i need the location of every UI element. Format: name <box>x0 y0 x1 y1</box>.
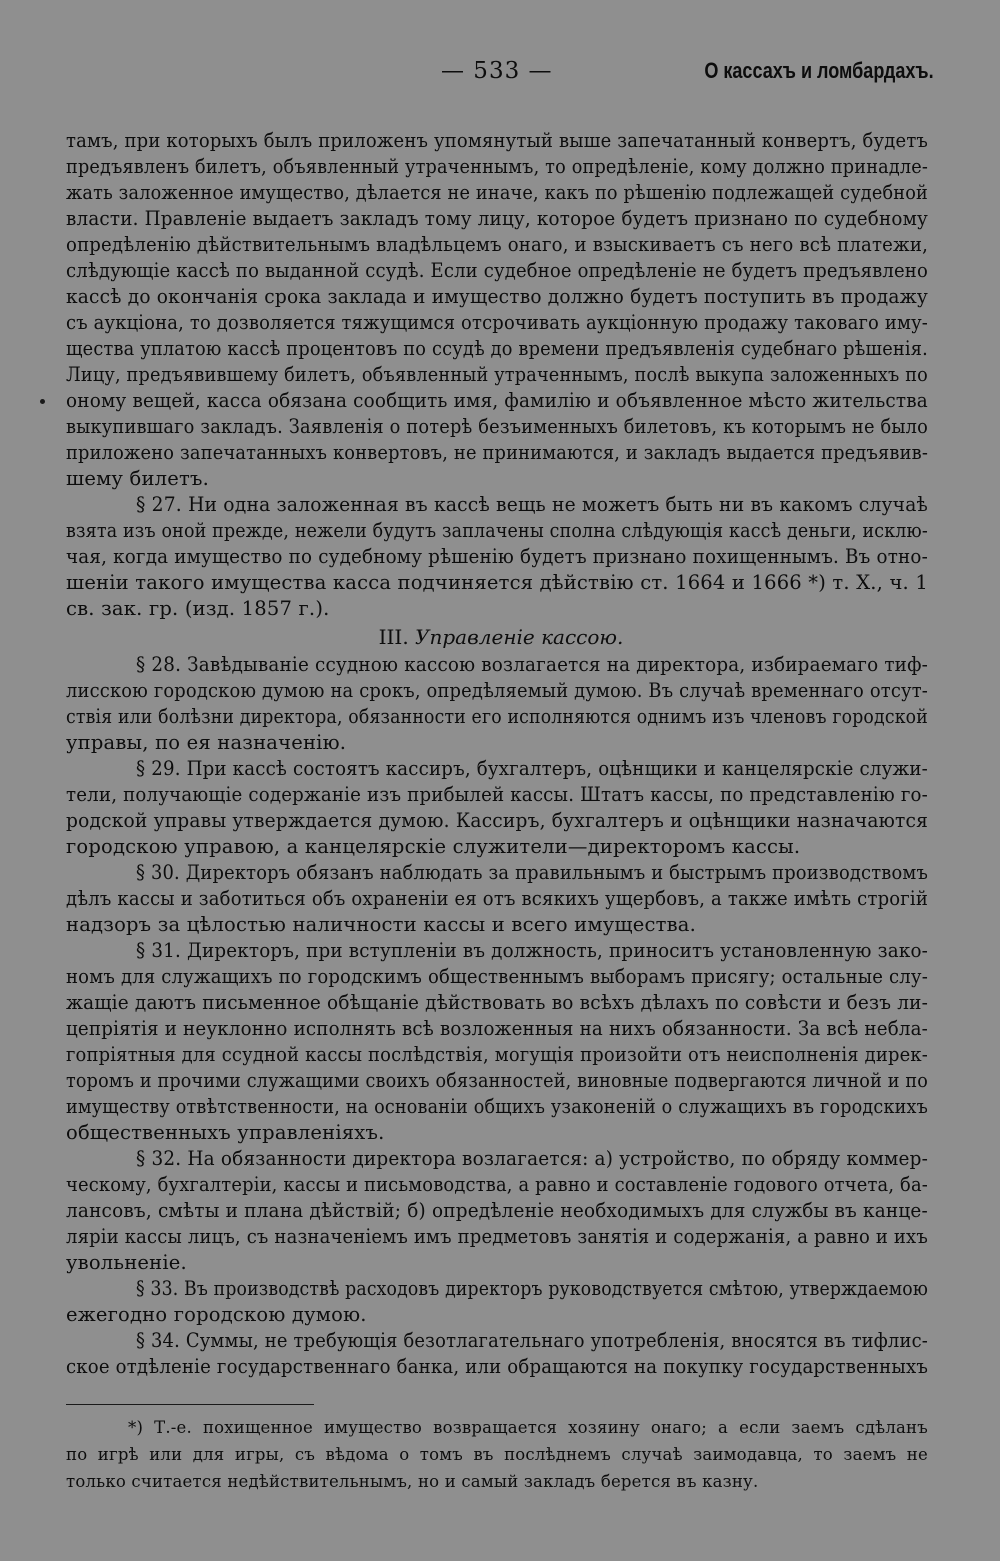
text-line: гопріятныя для ссудной кассы послѣдствія, могущія произойти отъ неисполненія дирек- <box>66 1043 928 1066</box>
section-title: Управленіе кассою. <box>415 625 624 649</box>
text-line: опредѣленію дѣйствительнымъ владѣльцемъ онаго, и взыскиваетъ съ него всѣ платежи, <box>66 233 929 256</box>
text-line: тамъ, при которыхъ былъ приложенъ упомянутый выше запечатанный конвертъ, будетъ <box>66 129 929 152</box>
text-line: § 28. Завѣдываніе ссудною кассою возлагается на директора, избираемаго тиф- <box>136 653 929 676</box>
text-line: жащіе даютъ письменное обѣщаніе дѣйствовать во всѣхъ дѣлахъ по совѣсти и безъ ли- <box>66 991 929 1014</box>
text-line: § 32. На обязанности директора возлагается: а) устройство, по обряду коммер- <box>136 1147 929 1170</box>
text-line: ляріи кассы лицъ, съ назначеніемъ имъ предметовъ занятія и содержанія, а равно и ихъ <box>66 1225 928 1248</box>
text-line: чая, когда имущество по судебному рѣшенію будетъ признано похищеннымъ. Въ отно- <box>66 545 928 568</box>
footnote-line: только считается недѣйствительнымъ, но и самый закладъ берется въ казну. <box>66 1472 759 1491</box>
text-line: шему билетъ. <box>66 467 209 490</box>
text-line: управы, по ея назначенію. <box>66 731 347 754</box>
text-line: дѣлъ кассы и заботиться объ охраненіи ея отъ всякихъ ущербовъ, а также имѣть строгій <box>66 887 929 910</box>
text-line: номъ для служащихъ по городскимъ общественнымъ выборамъ присягу; остальные слу- <box>66 965 928 988</box>
footnotes <box>66 1414 928 1495</box>
text-line: ское отдѣленіе государственнаго банка, или обращаются на покупку государственныхъ <box>66 1355 929 1378</box>
text-block-1 <box>66 128 928 622</box>
footnote-line: по игрѣ или для игры, съ вѣдома о томъ въ послѣднемъ случаѣ заимодавца, то заемъ не <box>66 1445 928 1464</box>
text-line: жать заложенное имущество, дѣлается не иначе, какъ по рѣшенію подлежащей судебной <box>66 181 928 204</box>
text-line: § 34. Суммы, не требующія безотлагательнаго употребленія, вносятся въ тифлис- <box>136 1329 929 1352</box>
text-line: общественныхъ управленіяхъ. <box>66 1121 385 1144</box>
running-title: О кассахъ и ломбардахъ. <box>704 58 934 83</box>
text-line: имуществу отвѣтственности, на основаніи общихъ узаконеній о служащихъ въ городскихъ <box>66 1095 929 1118</box>
text-line: власти. Правленіе выдаетъ закладъ тому лицу, которое будетъ признано по судебному <box>66 207 929 230</box>
text-line: шеніи такого имущества касса подчиняется дѣйствію ст. 1664 и 1666 *) т. X., ч. 1 <box>66 571 928 594</box>
body-text <box>66 128 928 1380</box>
text-line: увольненіе. <box>66 1251 187 1274</box>
text-line: лисскою городскою думою на срокъ, опредѣляемый думою. Въ случаѣ временнаго отсут- <box>66 679 928 702</box>
text-line: ческому, бухгалтеріи, кассы и письмоводства, а равно и составленіе годового отчета, ба- <box>66 1173 928 1196</box>
document-page <box>66 58 934 1495</box>
margin-mark <box>40 399 45 404</box>
text-line: § 27. Ни одна заложенная въ кассѣ вещь не можетъ быть ни въ какомъ случаѣ <box>136 493 929 516</box>
text-line: § 29. При кассѣ состоятъ кассиръ, бухгалтеръ, оцѣнщики и канцелярскіе служи- <box>136 757 928 780</box>
running-head <box>66 58 934 96</box>
section-heading <box>74 622 928 652</box>
text-line: городскою управою, а канцелярскіе служители—директоромъ кассы. <box>66 835 801 858</box>
text-line: тели, получающіе содержаніе изъ прибылей кассы. Штатъ кассы, по представленію го- <box>66 783 928 806</box>
text-line: ежегодно городскою думою. <box>66 1303 367 1326</box>
page-number: — 533 — <box>441 58 553 84</box>
text-line: ствія или болѣзни директора, обязанности его исполняются однимъ изъ членовъ городской <box>66 705 928 728</box>
section-numeral: III. <box>378 625 409 649</box>
text-line: взята изъ оной прежде, нежели будутъ заплачены сполна слѣдующія кассѣ деньги, исклю- <box>66 519 928 542</box>
text-line: § 30. Директоръ обязанъ наблюдать за правильнымъ и быстрымъ производствомъ <box>136 861 929 884</box>
text-line: § 33. Въ производствѣ расходовъ директоръ руководствуется смѣтою, утверждаемою <box>136 1277 929 1300</box>
text-line: цепріятія и неуклонно исполнять всѣ возложенныя на нихъ обязанности. За всѣ небла- <box>66 1017 929 1040</box>
text-line: § 31. Директоръ, при вступленіи въ должность, приноситъ установленную зако- <box>136 939 929 962</box>
text-line: щества уплатою кассѣ процентовъ по ссудѣ до времени предъявленія судебнаго рѣшенія. <box>66 337 928 360</box>
text-line: приложено запечатанныхъ конвертовъ, не принимаются, и закладъ выдается предъявив- <box>66 441 929 464</box>
text-line: предъявленъ билетъ, объявленный утраченнымъ, то опредѣленіе, кому должно принадле- <box>66 155 929 178</box>
text-line: оному вещей, касса обязана сообщить имя, фамилію и объявленное мѣсто жительства <box>66 389 928 412</box>
footnote-line: *) Т.-е. похищенное имущество возвращается хозяину онаго; а если заемъ сдѣланъ <box>128 1418 928 1437</box>
text-line: съ аукціона, то дозволяется тяжущимся отсрочивать аукціонную продажу таковаго иму- <box>66 311 929 334</box>
text-line: слѣдующіе кассѣ по выданной ссудѣ. Если судебное опредѣленіе не будетъ предъявлено <box>66 259 928 282</box>
text-line: лансовъ, смѣты и плана дѣйствій; б) опредѣленіе необходимыхъ для службы въ канце- <box>66 1199 928 1222</box>
text-line: торомъ и прочими служащими своихъ обязанностей, виновные подвергаются личной и по <box>66 1069 929 1092</box>
text-line: надзоръ за цѣлостью наличности кассы и всего имущества. <box>66 913 697 936</box>
text-line: выкупившаго закладъ. Заявленія о потерѣ безъименныхъ билетовъ, къ которымъ не было <box>66 415 929 438</box>
text-line: Лицу, предъявившему билетъ, объявленный утраченнымъ, послѣ выкупа заложенныхъ по <box>66 363 928 386</box>
text-line: св. зак. гр. (изд. 1857 г.). <box>66 597 330 620</box>
text-line: родской управы утверждается думою. Кассиръ, бухгалтеръ и оцѣнщики назначаются <box>66 809 928 832</box>
footnote-divider <box>66 1404 314 1405</box>
text-line: кассѣ до окончанія срока заклада и имущество должно будетъ поступить въ продажу <box>66 285 929 308</box>
text-block-2 <box>66 652 928 1380</box>
